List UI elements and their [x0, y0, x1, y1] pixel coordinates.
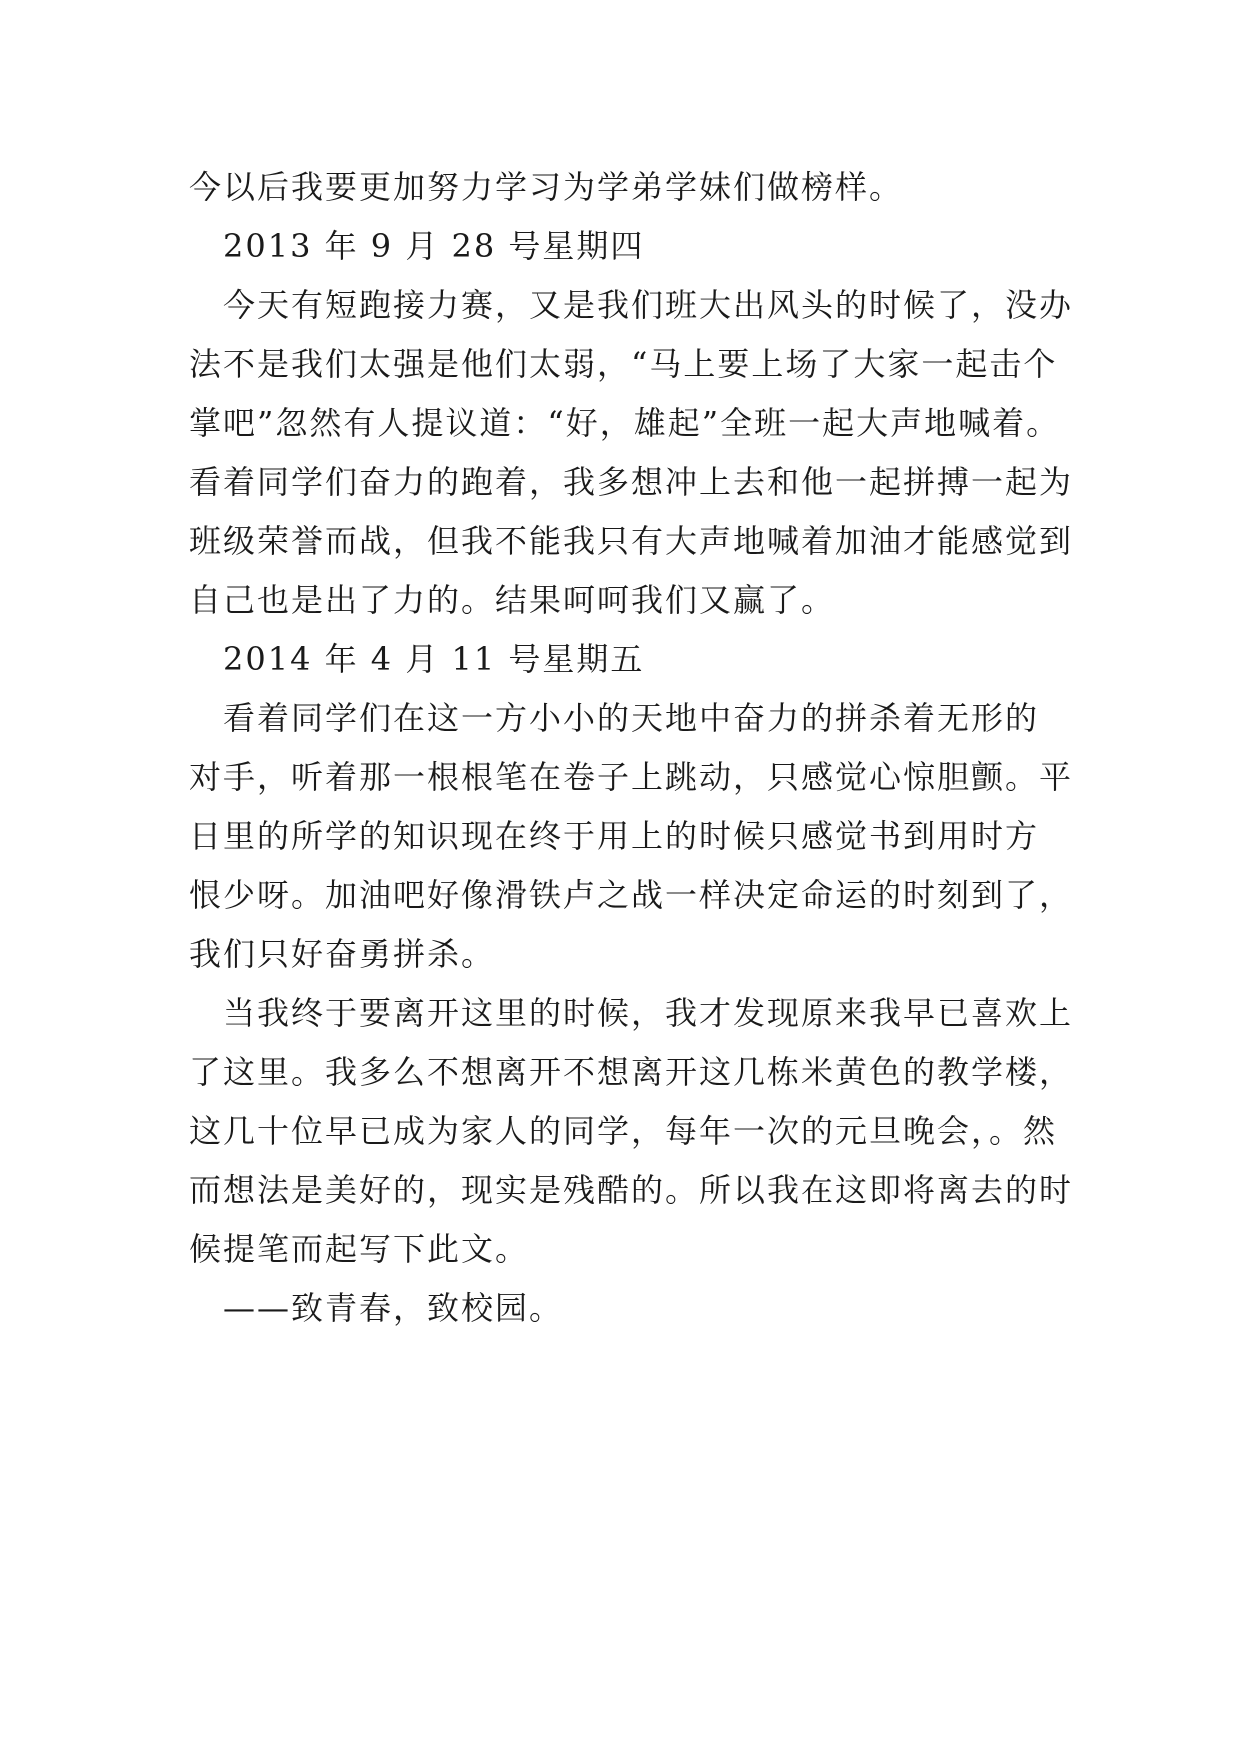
- text-line: 候提笔而起写下此文。: [189, 1230, 530, 1268]
- text-line: 今天有短跑接力赛，又是我们班大出风头的时候了，没办: [223, 286, 1074, 324]
- text-line: 自己也是出了力的。结果呵呵我们又赢了。: [189, 581, 836, 619]
- text-line: 班级荣誉而战，但我不能我只有大声地喊着加油才能感觉到: [189, 522, 1074, 560]
- date-heading: 2013 年 9 月 28 号星期四: [223, 227, 645, 265]
- document-body: [189, 158, 1089, 1338]
- date-heading: 2014 年 4 月 11 号星期五: [223, 640, 645, 678]
- closing-dedication: ——致青春，致校园。: [223, 1289, 564, 1327]
- text-line: 看着同学们在这一方小小的天地中奋力的拼杀着无形的: [223, 699, 1040, 737]
- text-line: 掌吧”忽然有人提议道：“好，雄起”全班一起大声地喊着。: [189, 404, 1061, 442]
- text-line: 这几十位早已成为家人的同学，每年一次的元旦晚会，。然: [189, 1112, 1058, 1150]
- text-line: 看着同学们奋力的跑着，我多想冲上去和他一起拼搏一起为: [189, 463, 1074, 501]
- text-line: 今以后我要更加努力学习为学弟学妹们做榜样。: [189, 168, 904, 206]
- text-line: 了这里。我多么不想离开不想离开这几栋米黄色的教学楼，: [189, 1053, 1074, 1091]
- text-line: 日里的所学的知识现在终于用上的时候只感觉书到用时方: [189, 817, 1040, 855]
- text-line: 而想法是美好的，现实是残酷的。所以我在这即将离去的时: [189, 1171, 1074, 1209]
- text-line: 对手，听着那一根根笔在卷子上跳动，只感觉心惊胆颤。平: [189, 758, 1074, 796]
- text-line: 恨少呀。加油吧好像滑铁卢之战一样决定命运的时刻到了，: [189, 876, 1074, 914]
- text-line: 我们只好奋勇拼杀。: [189, 935, 496, 973]
- text-line: 法不是我们太强是他们太弱，“马上要上场了大家一起击个: [189, 345, 1058, 383]
- text-line: 当我终于要离开这里的时候，我才发现原来我早已喜欢上: [223, 994, 1074, 1032]
